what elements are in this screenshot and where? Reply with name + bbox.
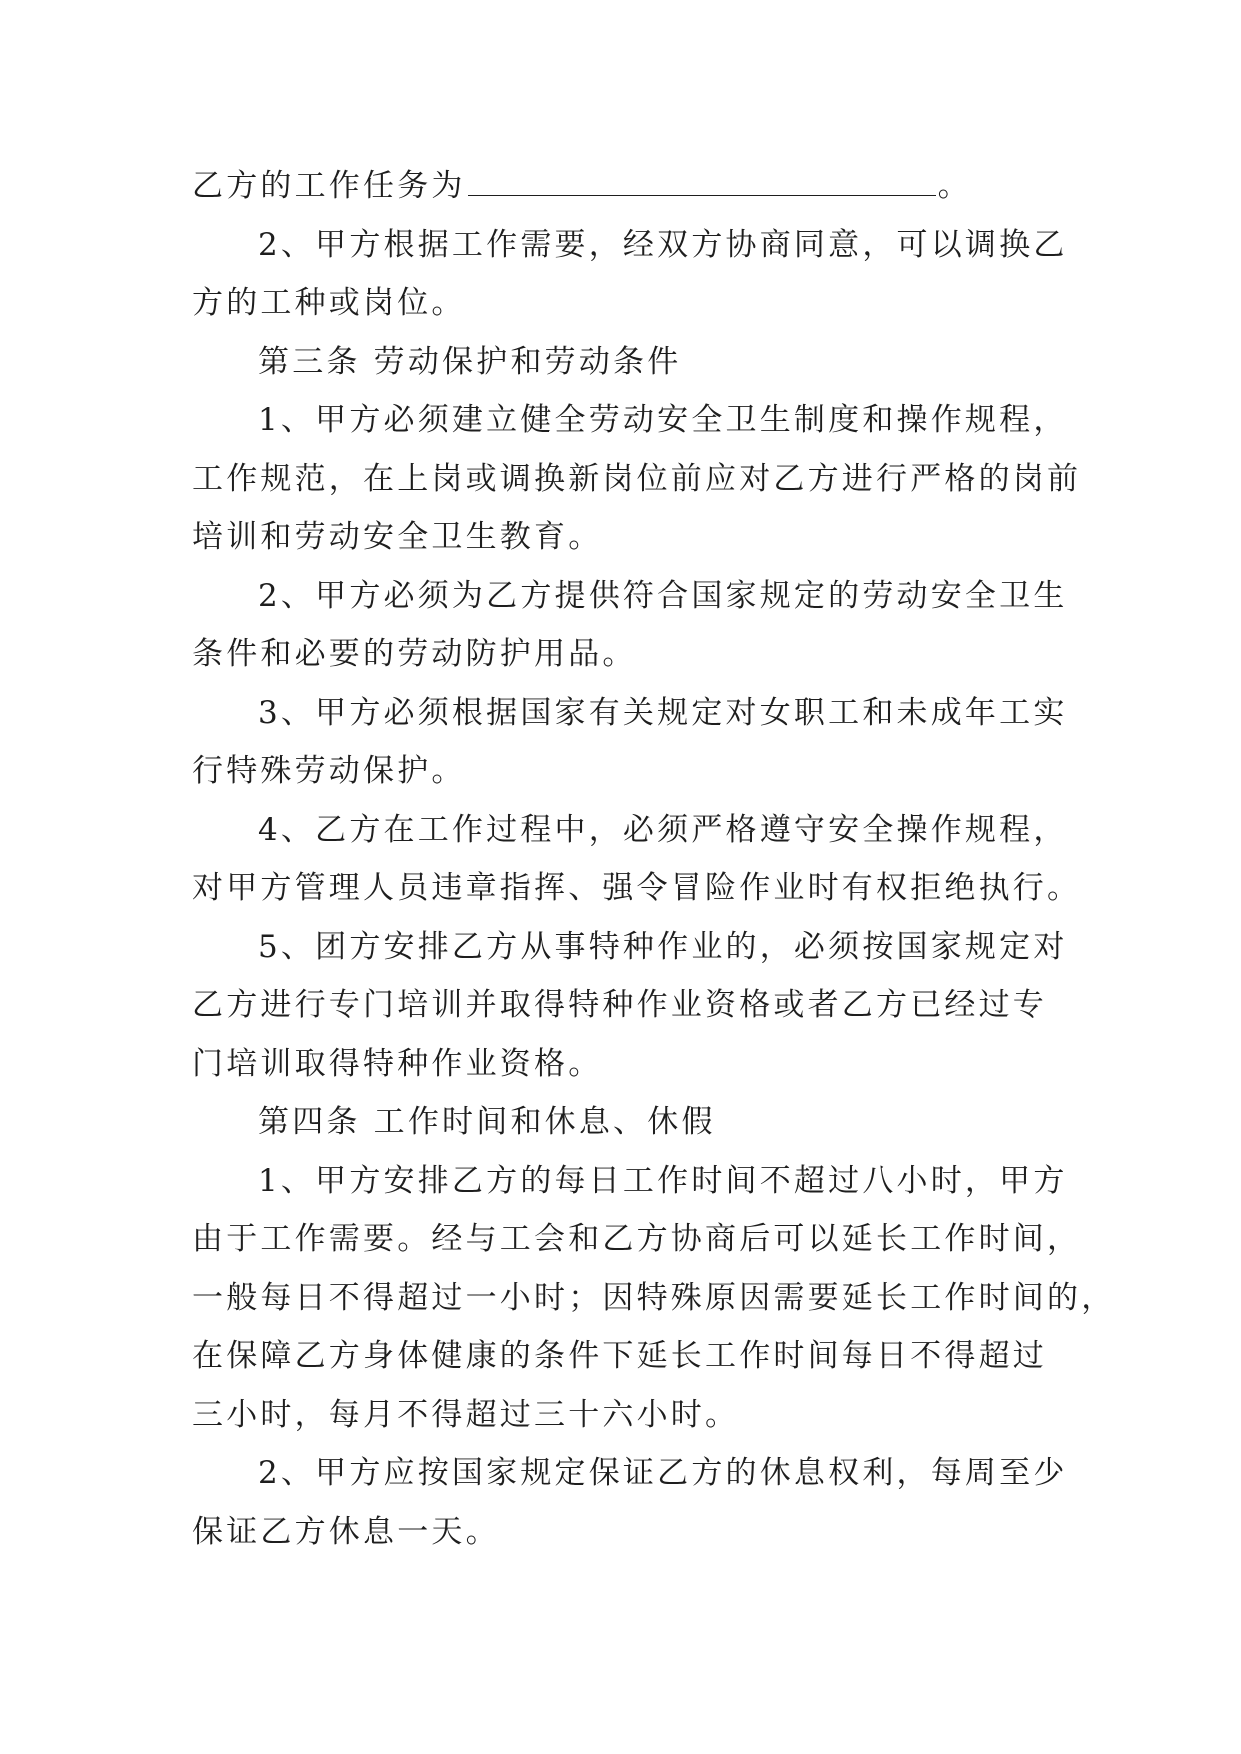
- paragraph-start: 4、乙方在工作过程中，必须严格遵守安全操作规程，: [258, 811, 1068, 848]
- paragraph-start: 1、甲方必须建立健全劳动安全卫生制度和操作规程，: [258, 402, 1068, 438]
- text-line: 保证乙方休息一天。: [192, 1513, 500, 1550]
- task-label: 乙方的工作任务为: [192, 168, 466, 204]
- text-line: 条件和必要的劳动防护用品。: [192, 636, 637, 672]
- paragraph-start: 2、甲方必须为乙方提供符合国家规定的劳动安全卫生: [258, 577, 1068, 614]
- paragraph-start: 5、团方安排乙方从事特种作业的，必须按国家规定对: [258, 928, 1068, 965]
- text-line: [192, 157, 1072, 216]
- text-line: 行特殊劳动保护。: [192, 753, 466, 789]
- text-line: 方的工种或岗位。: [192, 285, 466, 321]
- text-line: 在保障乙方身体健康的条件下延长工作时间每日不得超过: [192, 1338, 1047, 1374]
- contract-text: [192, 157, 1116, 1561]
- task-period: 。: [937, 168, 972, 204]
- text-line: 由于工作需要。经与工会和乙方协商后可以延长工作时间，: [192, 1221, 1082, 1257]
- text-line: 门培训取得特种作业资格。: [192, 1045, 603, 1082]
- text-line: 乙方进行专门培训并取得特种作业资格或者乙方已经过专: [192, 987, 1047, 1023]
- text-line: 对甲方管理人员违章指挥、强令冒险作业时有权拒绝执行。: [192, 870, 1082, 906]
- paragraph-start: 1、甲方安排乙方的每日工作时间不超过八小时，甲方: [258, 1162, 1068, 1199]
- text-line: 工作规范，在上岗或调换新岗位前应对乙方进行严格的岗前: [192, 460, 1082, 497]
- text-line: 一般每日不得超过一小时；因特殊原因需要延长工作时间的，: [192, 1279, 1116, 1316]
- section-heading: 第四条 工作时间和休息、休假: [258, 1104, 716, 1140]
- paragraph-start: 2、甲方应按国家规定保证乙方的休息权利，每周至少: [258, 1455, 1068, 1491]
- task-blank-field: [468, 171, 936, 196]
- paragraph-start: 3、甲方必须根据国家有关规定对女职工和未成年工实: [258, 694, 1068, 731]
- text-line: 培训和劳动安全卫生教育。: [192, 519, 603, 555]
- paragraph-start: 2、甲方根据工作需要，经双方协商同意，可以调换乙: [258, 226, 1068, 263]
- section-heading: 第三条 劳动保护和劳动条件: [258, 343, 682, 380]
- text-line: 三小时，每月不得超过三十六小时。: [192, 1396, 740, 1433]
